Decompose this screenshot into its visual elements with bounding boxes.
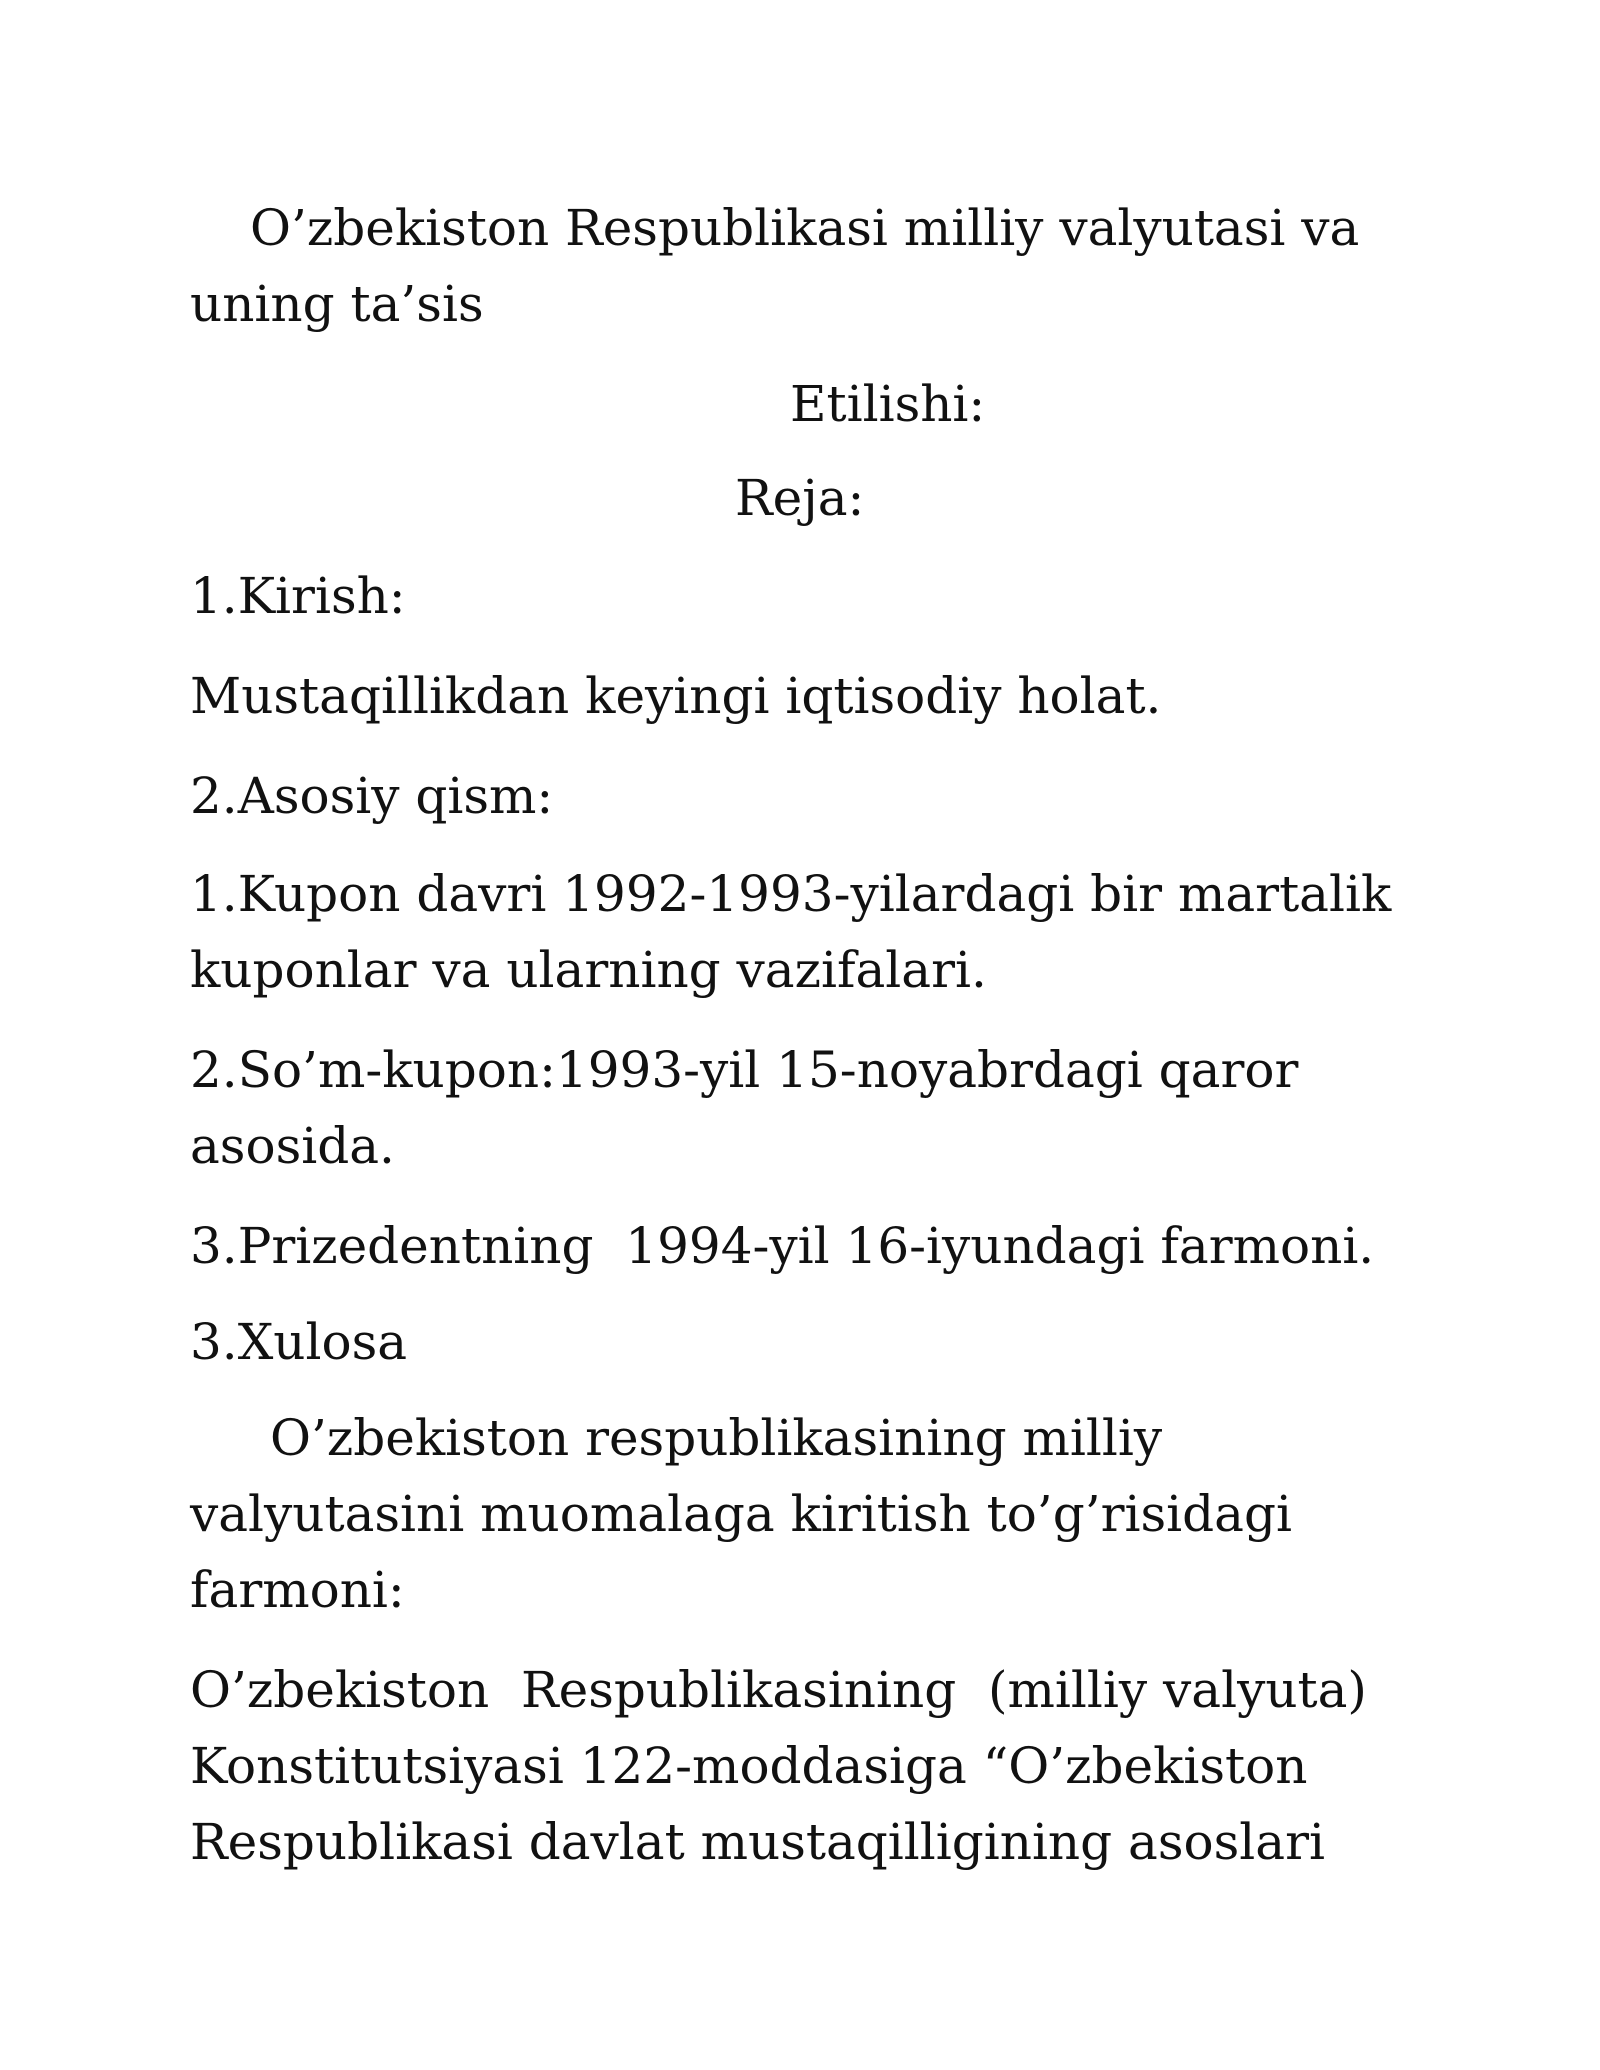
decree-title-line-1: O’zbekiston respublikasining milliy bbox=[270, 1409, 1163, 1467]
document-title-line-1: O’zbekiston Respublikasi milliy valyutasi va bbox=[250, 199, 1360, 257]
plan-intro-heading: 1.Kirish: bbox=[190, 567, 406, 625]
plan-main-item-2-line-1: 2.So’m-kupon:1993-yil 15-noyabrdagi qaror bbox=[190, 1041, 1299, 1099]
body-line-2: Konstitutsiyasi 122-moddasiga “O’zbekiston bbox=[190, 1737, 1308, 1795]
plan-intro-item: Mustaqillikdan keyingi iqtisodiy holat. bbox=[190, 667, 1162, 725]
reja-heading: Reja: bbox=[735, 469, 865, 527]
plan-main-item-2-line-2: asosida. bbox=[190, 1117, 395, 1175]
body-line-1: O’zbekiston Respublikasining (milliy valyuta) bbox=[190, 1661, 1367, 1719]
decree-title-line-2: valyutasini muomalaga kiritish to’g’risidagi bbox=[190, 1485, 1292, 1543]
plan-main-heading: 2.Asosiy qism: bbox=[190, 767, 554, 825]
plan-main-item-1-line-2: kuponlar va ularning vazifalari. bbox=[190, 941, 987, 999]
decree-title-line-3: farmoni: bbox=[190, 1561, 405, 1619]
plan-conclusion-heading: 3.Xulosa bbox=[190, 1313, 408, 1371]
plan-main-item-1-line-1: 1.Kupon davri 1992-1993-yilardagi bir martalik bbox=[190, 865, 1392, 923]
document-title-line-2: uning ta’sis bbox=[190, 275, 484, 333]
etilishi-heading: Etilishi: bbox=[790, 375, 986, 433]
plan-main-item-3: 3.Prizedentning 1994-yil 16-iyundagi farmoni. bbox=[190, 1217, 1375, 1275]
body-line-3: Respublikasi davlat mustaqilligining asoslari bbox=[190, 1813, 1325, 1871]
